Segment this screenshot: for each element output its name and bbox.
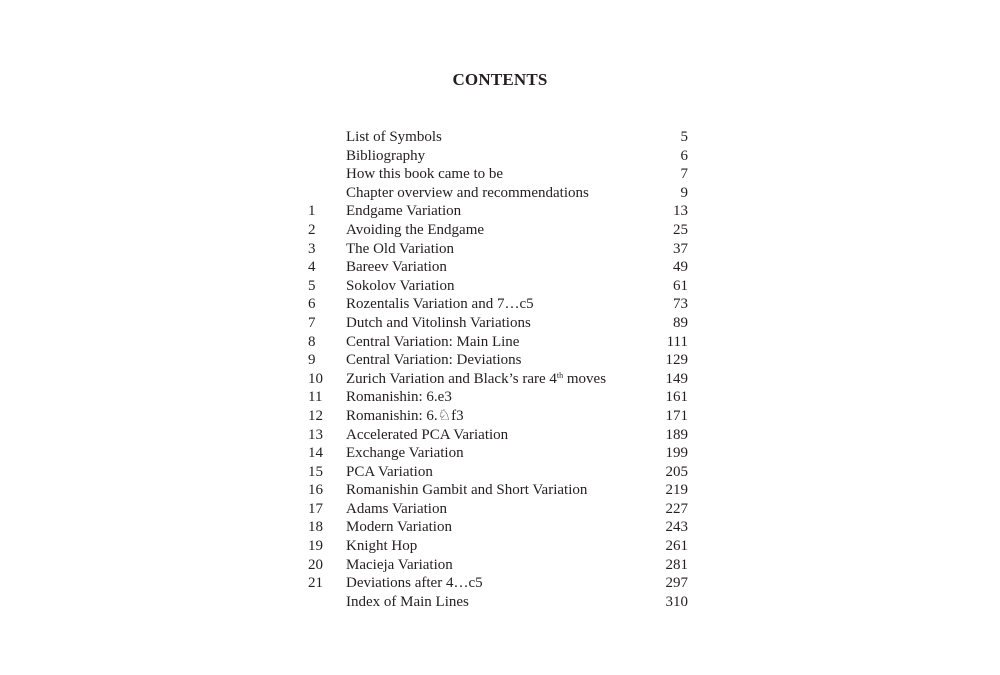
page-number: 171 [665, 407, 688, 424]
chapter-title: Exchange Variation [346, 445, 464, 462]
page-number: 281 [665, 556, 688, 573]
chapter-number: 7 [308, 314, 316, 331]
chapter-number: 4 [308, 259, 316, 276]
chapter-title: Accelerated PCA Variation [346, 426, 509, 443]
chapter-title: Central Variation: Main Line [346, 333, 520, 350]
page-number: 149 [665, 370, 688, 387]
page-number: 243 [665, 519, 688, 536]
ordinal-superscript: th [556, 370, 564, 380]
chapter-title: Chapter overview and recommendations [346, 184, 589, 201]
page-number: 189 [665, 426, 688, 443]
chapter-title: Romanishin: 6.e3 [346, 389, 452, 406]
chapter-title: Dutch and Vitolinsh Variations [346, 314, 531, 331]
page-number: 111 [666, 333, 688, 350]
chapter-title: The Old Variation [346, 240, 455, 257]
toc-entry [308, 500, 690, 519]
page-number: 37 [673, 240, 688, 257]
chapter-number: 21 [308, 575, 323, 592]
toc-entry [308, 537, 690, 556]
toc-entry [308, 221, 690, 240]
toc-entry [308, 444, 690, 463]
chapter-title-tail: moves [563, 370, 607, 387]
chapter-title: Central Variation: Deviations [346, 352, 522, 369]
page-number: 161 [665, 389, 688, 406]
chapter-number: 10 [308, 370, 323, 387]
page-number: 73 [673, 296, 688, 313]
chapter-title: Macieja Variation [346, 556, 453, 573]
toc-entry [308, 184, 690, 203]
chapter-title-main: Zurich Variation and Black’s rare 4 [346, 370, 557, 387]
chapter-number: 8 [308, 333, 316, 350]
chapter-number: 15 [308, 463, 323, 480]
chapter-title: List of Symbols [346, 129, 442, 145]
chapter-title: How this book came to be [346, 166, 504, 183]
chapter-title: Romanishin Gambit and Short Variation [346, 482, 588, 499]
page-number: 5 [680, 129, 688, 145]
toc-entry [308, 518, 690, 537]
toc-entry [308, 593, 690, 612]
toc-entry [308, 556, 690, 575]
page-number: 13 [673, 203, 688, 220]
toc-entry [308, 426, 690, 445]
chapter-title: Modern Variation [346, 519, 452, 536]
chapter-title: Bareev Variation [346, 259, 447, 276]
toc-entry [308, 128, 690, 147]
toc-entry [308, 333, 690, 352]
toc-entry [308, 277, 690, 296]
page-number: 6 [680, 147, 688, 164]
toc-entry [308, 463, 690, 482]
page-number: 49 [673, 259, 688, 276]
page-number: 9 [680, 184, 688, 201]
table-of-contents [308, 128, 690, 611]
toc-entry [308, 370, 690, 389]
toc-entry [308, 240, 690, 259]
toc-entry [308, 165, 690, 184]
toc-entry [308, 407, 690, 426]
chapter-number: 18 [308, 519, 323, 536]
page-number: 25 [673, 221, 688, 238]
toc-entry [308, 481, 690, 500]
chapter-number: 16 [308, 482, 323, 499]
toc-entry [308, 351, 690, 370]
chapter-title: Avoiding the Endgame [346, 221, 485, 238]
chapter-title: Endgame Variation [346, 203, 462, 220]
chapter-number: 17 [308, 500, 323, 517]
toc-entry [308, 314, 690, 333]
chapter-number: 1 [308, 203, 316, 220]
chapter-title: Adams Variation [346, 500, 447, 517]
chapter-title: Rozentalis Variation and 7…c5 [346, 296, 534, 313]
page-number: 219 [665, 482, 688, 499]
chapter-number: 5 [308, 277, 316, 294]
page-number: 297 [665, 575, 688, 592]
chapter-number: 13 [308, 426, 323, 443]
chapter-title: Deviations after 4…c5 [346, 575, 483, 592]
chapter-number: 6 [308, 296, 316, 313]
page-number: 205 [665, 463, 688, 480]
chapter-number: 2 [308, 221, 316, 238]
toc-entry [308, 147, 690, 166]
chapter-title: Bibliography [346, 147, 426, 164]
chapter-number: 3 [308, 240, 316, 257]
chapter-number: 19 [308, 538, 323, 555]
page-number: 7 [680, 166, 688, 183]
toc-entry [308, 202, 690, 221]
chapter-title: PCA Variation [346, 463, 433, 480]
page-number: 199 [665, 445, 688, 462]
page-title: CONTENTS [452, 70, 548, 89]
page-number: 129 [665, 352, 688, 369]
toc-entry [308, 258, 690, 277]
chapter-number: 11 [308, 389, 323, 406]
toc-entry [308, 388, 690, 407]
page-number: 261 [665, 538, 688, 555]
chapter-title: Index of Main Lines [346, 593, 469, 610]
chapter-number: 9 [308, 352, 316, 369]
page-number: 89 [673, 314, 688, 331]
chapter-title: Knight Hop [346, 538, 418, 555]
chapter-number: 14 [308, 445, 323, 462]
page-number: 61 [673, 277, 688, 294]
chapter-title [346, 370, 606, 389]
page-number: 227 [665, 500, 688, 517]
page-number: 310 [665, 593, 688, 610]
chapter-number: 12 [308, 407, 323, 424]
toc-entry [308, 574, 690, 593]
chapter-title: Sokolov Variation [346, 277, 455, 294]
toc-entry [308, 295, 690, 314]
chapter-number: 20 [308, 556, 323, 573]
chapter-title: Romanishin: 6.♘f3 [346, 407, 464, 424]
